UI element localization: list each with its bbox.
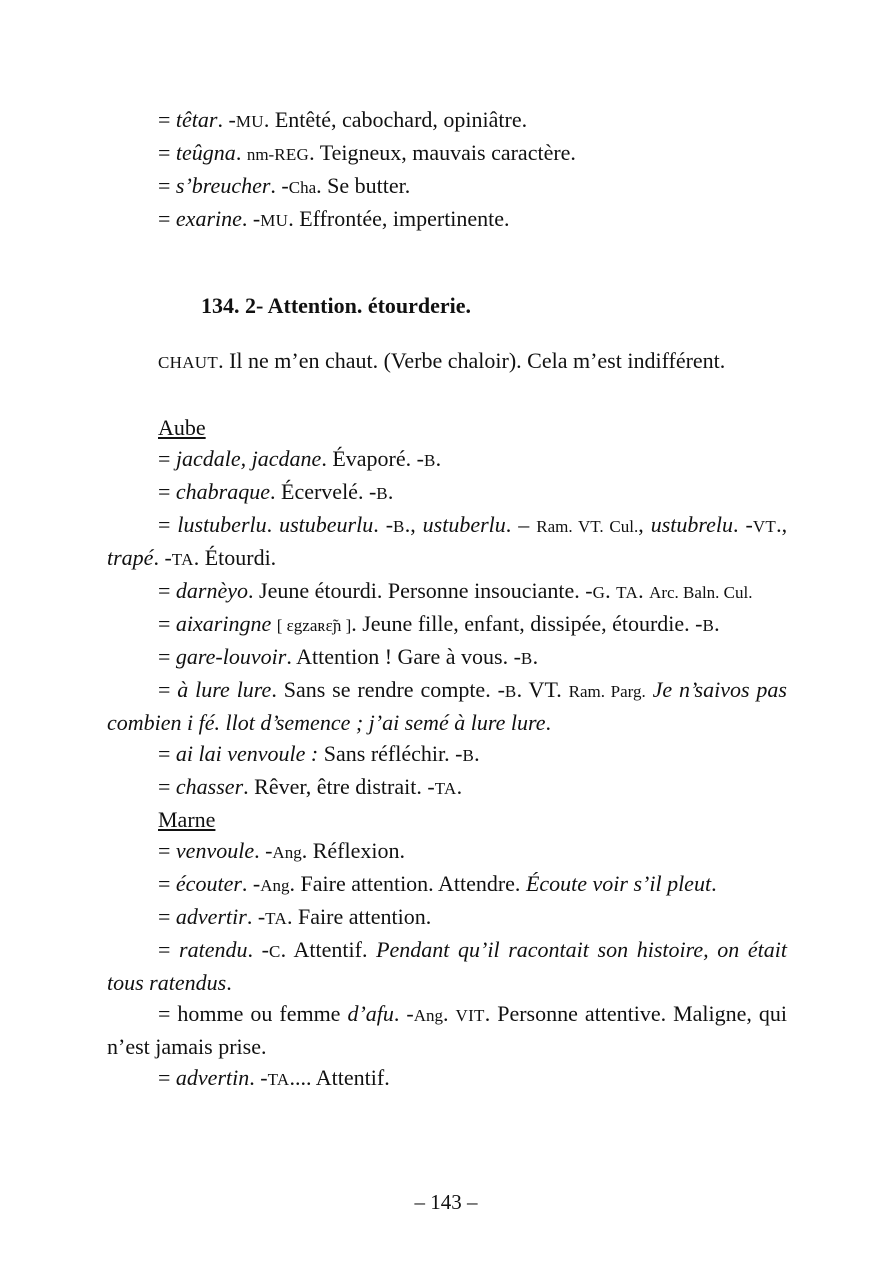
region-heading-marne [107, 804, 787, 835]
headword-caps: CHAUT [158, 353, 219, 372]
page-number: – 143 – [414, 1190, 478, 1214]
entry-tetar: = têtar. -MU. Entêté, cabochard, opiniâtre. [158, 107, 528, 132]
definition: Teigneux, mauvais caractère. [319, 140, 576, 165]
entry-sbreucher: = s’breucher. -Cha. Se butter. [158, 173, 411, 198]
grammar-tag: nm- [246, 145, 275, 164]
source-abbrev: MU [260, 211, 289, 230]
entry-chabraque: = chabraque. Écervelé. -B. [158, 479, 394, 504]
entry-chasser: = chasser. Rêver, être distrait. -TA. [158, 774, 463, 799]
entry-dafu: = homme ou femme d’afu. -Ang. VIT. Personne attentive. Maligne, qui n’est jamais prise. [107, 1001, 788, 1059]
entry-teugna: = teûgna. nm-REG. Teigneux, mauvais caractère. [158, 140, 576, 165]
entry-darneyo: = darnèyo. Jeune étourdi. Personne insouciante. -G. TA. Arc. Baln. Cul. [158, 578, 753, 603]
entry-exarine: = exarine. -MU. Effrontée, impertinente. [158, 206, 510, 231]
entry-venvoule: = venvoule. -Ang. Réflexion. [158, 838, 405, 863]
headword: teûgna [175, 140, 236, 165]
source-abbrev: REG [274, 145, 310, 164]
entry-jacdale: = jacdale, jacdane. Évaporé. -B. [158, 446, 442, 471]
source-abbrev: MU [235, 112, 264, 131]
definition: Il ne m’en chaut. (Verbe chaloir). Cela m’est indifférent. [229, 348, 726, 373]
region-label: Aube [158, 415, 206, 440]
section-heading: 134. 2- Attention. étourderie. [201, 293, 472, 318]
source-abbrev: Cha [288, 178, 317, 197]
region-label: Marne [158, 807, 216, 832]
definition: Effrontée, impertinente. [299, 206, 510, 231]
entry-advertir: = advertir. -TA. Faire attention. [158, 904, 432, 929]
entry-lustuberlu: = lustuberlu. ustubeurlu. -B., ustuberlu. – Ram. VT. Cul., ustubrelu. -VT., trapé. -TA. Étourdi. [107, 512, 788, 570]
entry-ratendu: = ratendu. -C. Attentif. Pendant qu’il racontait son histoire, on était tous ratendus. [107, 937, 787, 995]
definition: Se butter. [327, 173, 411, 198]
headword: têtar [175, 107, 218, 132]
entry-ai-lai-venvoule: = ai lai venvoule : Sans réfléchir. -B. [158, 741, 480, 766]
entry-ecouter: = écouter. -Ang. Faire attention. Attendre. Écoute voir s’il pleut. [158, 871, 717, 896]
entry-chaut: CHAUT. Il ne m’en chaut. (Verbe chaloir). Cela m’est indifférent. [158, 348, 726, 373]
entry-gare-louvoir: = gare-louvoir. Attention ! Gare à vous. -B. [158, 644, 539, 669]
definition: Entêté, cabochard, opiniâtre. [274, 107, 528, 132]
entry-advertin: = advertin. -TA.... Attentif. [158, 1065, 390, 1090]
headword: s’breucher [175, 173, 271, 198]
entry-aixaringne: = aixaringne [ ɛgzaʀɛ̃ɲ ]. Jeune fille, enfant, dissipée, étourdie. -B. [158, 611, 720, 636]
entry-a-lure-lure: = à lure lure. Sans se rendre compte. -B. VT. Ram. Parg. Je n’saivos pas combien i fé. llot d’semence ; j’ai semé à lure lure. [107, 677, 787, 735]
page-body [107, 104, 787, 1095]
headword: exarine [175, 206, 242, 231]
region-heading-aube [107, 412, 787, 443]
